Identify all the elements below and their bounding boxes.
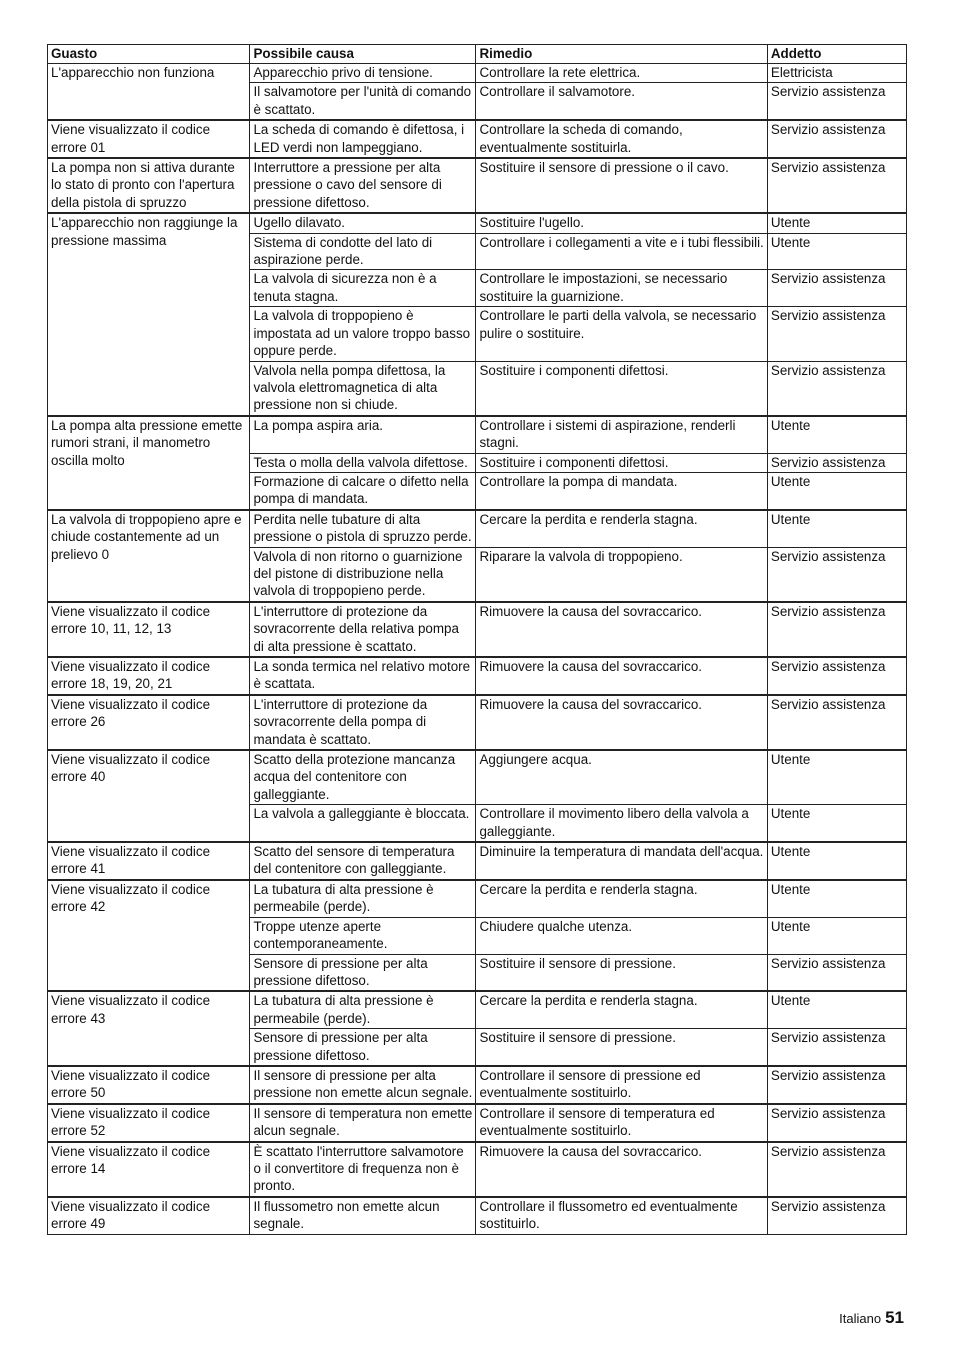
cell-addetto: Utente: [767, 213, 906, 233]
cell-guasto: Viene visualizzato il codice errore 52: [48, 1104, 250, 1142]
troubleshooting-table: [47, 44, 907, 1235]
cell-guasto: La pompa non si attiva durante lo stato di pronto con l'apertura della pistola di spruzzo: [48, 158, 250, 213]
cell-addetto: Servizio assistenza: [767, 1066, 906, 1104]
cell-addetto: Utente: [767, 991, 906, 1028]
cell-addetto: Servizio assistenza: [767, 307, 906, 361]
cell-rimedio: Controllare il salvamotore.: [476, 83, 767, 120]
cell-possibile-causa: La tubatura di alta pressione è permeabile (perde).: [250, 991, 476, 1028]
cell-guasto: La valvola di troppopieno apre e chiude costantemente ad un prelievo 0: [48, 510, 250, 602]
cell-possibile-causa: L'interruttore di protezione da sovracorrente della pompa di mandata è scattato.: [250, 695, 476, 750]
cell-possibile-causa: Il salvamotore per l'unità di comando è scattato.: [250, 83, 476, 120]
cell-addetto: Servizio assistenza: [767, 547, 906, 602]
table-row: [48, 695, 907, 750]
cell-addetto: Utente: [767, 233, 906, 270]
cell-possibile-causa: Formazione di calcare o difetto nella pompa di mandata.: [250, 472, 476, 509]
cell-addetto: Utente: [767, 750, 906, 805]
cell-addetto: Servizio assistenza: [767, 602, 906, 657]
cell-guasto: L'apparecchio non funziona: [48, 64, 250, 121]
header-guasto: Guasto: [48, 45, 250, 64]
table-row: [48, 842, 907, 880]
cell-guasto: Viene visualizzato il codice errore 26: [48, 695, 250, 750]
cell-possibile-causa: Ugello dilavato.: [250, 213, 476, 233]
cell-addetto: Servizio assistenza: [767, 158, 906, 213]
cell-possibile-causa: Apparecchio privo di tensione.: [250, 64, 476, 83]
cell-guasto: Viene visualizzato il codice errore 10, 11, 12, 13: [48, 602, 250, 657]
cell-possibile-causa: La valvola a galleggiante è bloccata.: [250, 805, 476, 842]
cell-addetto: Utente: [767, 842, 906, 880]
cell-rimedio: Sostituire il sensore di pressione.: [476, 954, 767, 991]
cell-possibile-causa: Sistema di condotte del lato di aspirazione perde.: [250, 233, 476, 270]
cell-addetto: Elettricista: [767, 64, 906, 83]
cell-addetto: Utente: [767, 416, 906, 453]
cell-rimedio: Chiudere qualche utenza.: [476, 917, 767, 954]
cell-rimedio: Rimuovere la causa del sovraccarico.: [476, 695, 767, 750]
page-footer: [839, 1308, 904, 1328]
table-row: [48, 602, 907, 657]
header-rimedio: Rimedio: [476, 45, 767, 64]
cell-guasto: Viene visualizzato il codice errore 50: [48, 1066, 250, 1104]
cell-rimedio: Sostituire il sensore di pressione o il cavo.: [476, 158, 767, 213]
table-row: [48, 657, 907, 695]
cell-possibile-causa: La sonda termica nel relativo motore è scattata.: [250, 657, 476, 695]
cell-possibile-causa: Perdita nelle tubature di alta pressione o pistola di spruzzo perde.: [250, 510, 476, 547]
cell-rimedio: Controllare la rete elettrica.: [476, 64, 767, 83]
table-row: [48, 991, 907, 1028]
cell-possibile-causa: È scattato l'interruttore salvamotore o il convertitore di frequenza non è pronto.: [250, 1142, 476, 1197]
cell-rimedio: Controllare il flussometro ed eventualmente sostituirlo.: [476, 1197, 767, 1234]
table-row: [48, 1142, 907, 1197]
cell-addetto: Servizio assistenza: [767, 453, 906, 472]
cell-rimedio: Rimuovere la causa del sovraccarico.: [476, 602, 767, 657]
cell-rimedio: Sostituire i componenti difettosi.: [476, 361, 767, 416]
table-row: [48, 213, 907, 233]
cell-rimedio: Cercare la perdita e renderla stagna.: [476, 510, 767, 547]
cell-rimedio: Controllare la scheda di comando, eventualmente sostituirla.: [476, 120, 767, 158]
cell-addetto: Utente: [767, 880, 906, 917]
cell-addetto: Servizio assistenza: [767, 83, 906, 120]
cell-possibile-causa: Scatto della protezione mancanza acqua del contenitore con galleggiante.: [250, 750, 476, 805]
table-row: [48, 510, 907, 547]
table-row: [48, 1104, 907, 1142]
cell-guasto: L'apparecchio non raggiunge la pressione massima: [48, 213, 250, 415]
cell-guasto: Viene visualizzato il codice errore 43: [48, 991, 250, 1066]
cell-possibile-causa: Il flussometro non emette alcun segnale.: [250, 1197, 476, 1234]
cell-addetto: Servizio assistenza: [767, 270, 906, 307]
cell-possibile-causa: Il sensore di temperatura non emette alcun segnale.: [250, 1104, 476, 1142]
cell-rimedio: Controllare il sensore di pressione ed eventualmente sostituirlo.: [476, 1066, 767, 1104]
table-row: [48, 880, 907, 917]
cell-possibile-causa: Testa o molla della valvola difettose.: [250, 453, 476, 472]
cell-guasto: Viene visualizzato il codice errore 01: [48, 120, 250, 158]
cell-addetto: Utente: [767, 472, 906, 509]
cell-addetto: Servizio assistenza: [767, 120, 906, 158]
cell-rimedio: Cercare la perdita e renderla stagna.: [476, 991, 767, 1028]
cell-addetto: Servizio assistenza: [767, 695, 906, 750]
table-row: [48, 416, 907, 453]
cell-addetto: Utente: [767, 805, 906, 842]
table-row: [48, 64, 907, 83]
cell-possibile-causa: Scatto del sensore di temperatura del contenitore con galleggiante.: [250, 842, 476, 880]
cell-possibile-causa: Sensore di pressione per alta pressione difettoso.: [250, 954, 476, 991]
cell-rimedio: Sostituire il sensore di pressione.: [476, 1029, 767, 1066]
cell-rimedio: Rimuovere la causa del sovraccarico.: [476, 657, 767, 695]
cell-rimedio: Controllare la pompa di mandata.: [476, 472, 767, 509]
cell-addetto: Utente: [767, 510, 906, 547]
cell-possibile-causa: La valvola di troppopieno è impostata ad un valore troppo basso oppure perde.: [250, 307, 476, 361]
cell-possibile-causa: Troppe utenze aperte contemporaneamente.: [250, 917, 476, 954]
cell-rimedio: Controllare le impostazioni, se necessario sostituire la guarnizione.: [476, 270, 767, 307]
cell-rimedio: Controllare i collegamenti a vite e i tubi flessibili.: [476, 233, 767, 270]
cell-possibile-causa: L'interruttore di protezione da sovracorrente della relativa pompa di alta pressione è scattato.: [250, 602, 476, 657]
cell-rimedio: Riparare la valvola di troppopieno.: [476, 547, 767, 602]
cell-guasto: Viene visualizzato il codice errore 18, 19, 20, 21: [48, 657, 250, 695]
cell-possibile-causa: Sensore di pressione per alta pressione difettoso.: [250, 1029, 476, 1066]
cell-guasto: Viene visualizzato il codice errore 42: [48, 880, 250, 991]
cell-addetto: Servizio assistenza: [767, 1142, 906, 1197]
cell-rimedio: Aggiungere acqua.: [476, 750, 767, 805]
table-header-row: [48, 45, 907, 64]
footer-language: Italiano: [839, 1311, 882, 1326]
cell-guasto: Viene visualizzato il codice errore 49: [48, 1197, 250, 1234]
cell-guasto: Viene visualizzato il codice errore 40: [48, 750, 250, 842]
header-possibile-causa: Possibile causa: [250, 45, 476, 64]
cell-addetto: Servizio assistenza: [767, 657, 906, 695]
cell-possibile-causa: La valvola di sicurezza non è a tenuta stagna.: [250, 270, 476, 307]
cell-possibile-causa: Il sensore di pressione per alta pressione non emette alcun segnale.: [250, 1066, 476, 1104]
cell-addetto: Servizio assistenza: [767, 1029, 906, 1066]
cell-rimedio: Controllare il movimento libero della valvola a galleggiante.: [476, 805, 767, 842]
cell-guasto: Viene visualizzato il codice errore 41: [48, 842, 250, 880]
cell-rimedio: Diminuire la temperatura di mandata dell'acqua.: [476, 842, 767, 880]
cell-possibile-causa: Valvola di non ritorno o guarnizione del pistone di distribuzione nella valvola di troppopieno perde.: [250, 547, 476, 602]
cell-addetto: Utente: [767, 917, 906, 954]
cell-rimedio: Rimuovere la causa del sovraccarico.: [476, 1142, 767, 1197]
cell-rimedio: Controllare il sensore di temperatura ed eventualmente sostituirlo.: [476, 1104, 767, 1142]
table-row: [48, 750, 907, 805]
cell-possibile-causa: La tubatura di alta pressione è permeabile (perde).: [250, 880, 476, 917]
cell-rimedio: Controllare le parti della valvola, se necessario pulire o sostituire.: [476, 307, 767, 361]
table-body: [48, 64, 907, 1235]
cell-possibile-causa: Interruttore a pressione per alta pressione o cavo del sensore di pressione difettoso.: [250, 158, 476, 213]
cell-possibile-causa: Valvola nella pompa difettosa, la valvola elettromagnetica di alta pressione non si chiude.: [250, 361, 476, 416]
table-row: [48, 1197, 907, 1234]
page-number: 51: [885, 1308, 904, 1327]
cell-rimedio: Sostituire l'ugello.: [476, 213, 767, 233]
table-row: [48, 158, 907, 213]
cell-rimedio: Controllare i sistemi di aspirazione, renderli stagni.: [476, 416, 767, 453]
cell-guasto: La pompa alta pressione emette rumori strani, il manometro oscilla molto: [48, 416, 250, 510]
cell-guasto: Viene visualizzato il codice errore 14: [48, 1142, 250, 1197]
table-row: [48, 120, 907, 158]
table-row: [48, 1066, 907, 1104]
cell-addetto: Servizio assistenza: [767, 1104, 906, 1142]
cell-possibile-causa: La pompa aspira aria.: [250, 416, 476, 453]
cell-addetto: Servizio assistenza: [767, 954, 906, 991]
cell-addetto: Servizio assistenza: [767, 1197, 906, 1234]
cell-rimedio: Cercare la perdita e renderla stagna.: [476, 880, 767, 917]
cell-addetto: Servizio assistenza: [767, 361, 906, 416]
cell-rimedio: Sostituire i componenti difettosi.: [476, 453, 767, 472]
header-addetto: Addetto: [767, 45, 906, 64]
cell-possibile-causa: La scheda di comando è difettosa, i LED verdi non lampeggiano.: [250, 120, 476, 158]
